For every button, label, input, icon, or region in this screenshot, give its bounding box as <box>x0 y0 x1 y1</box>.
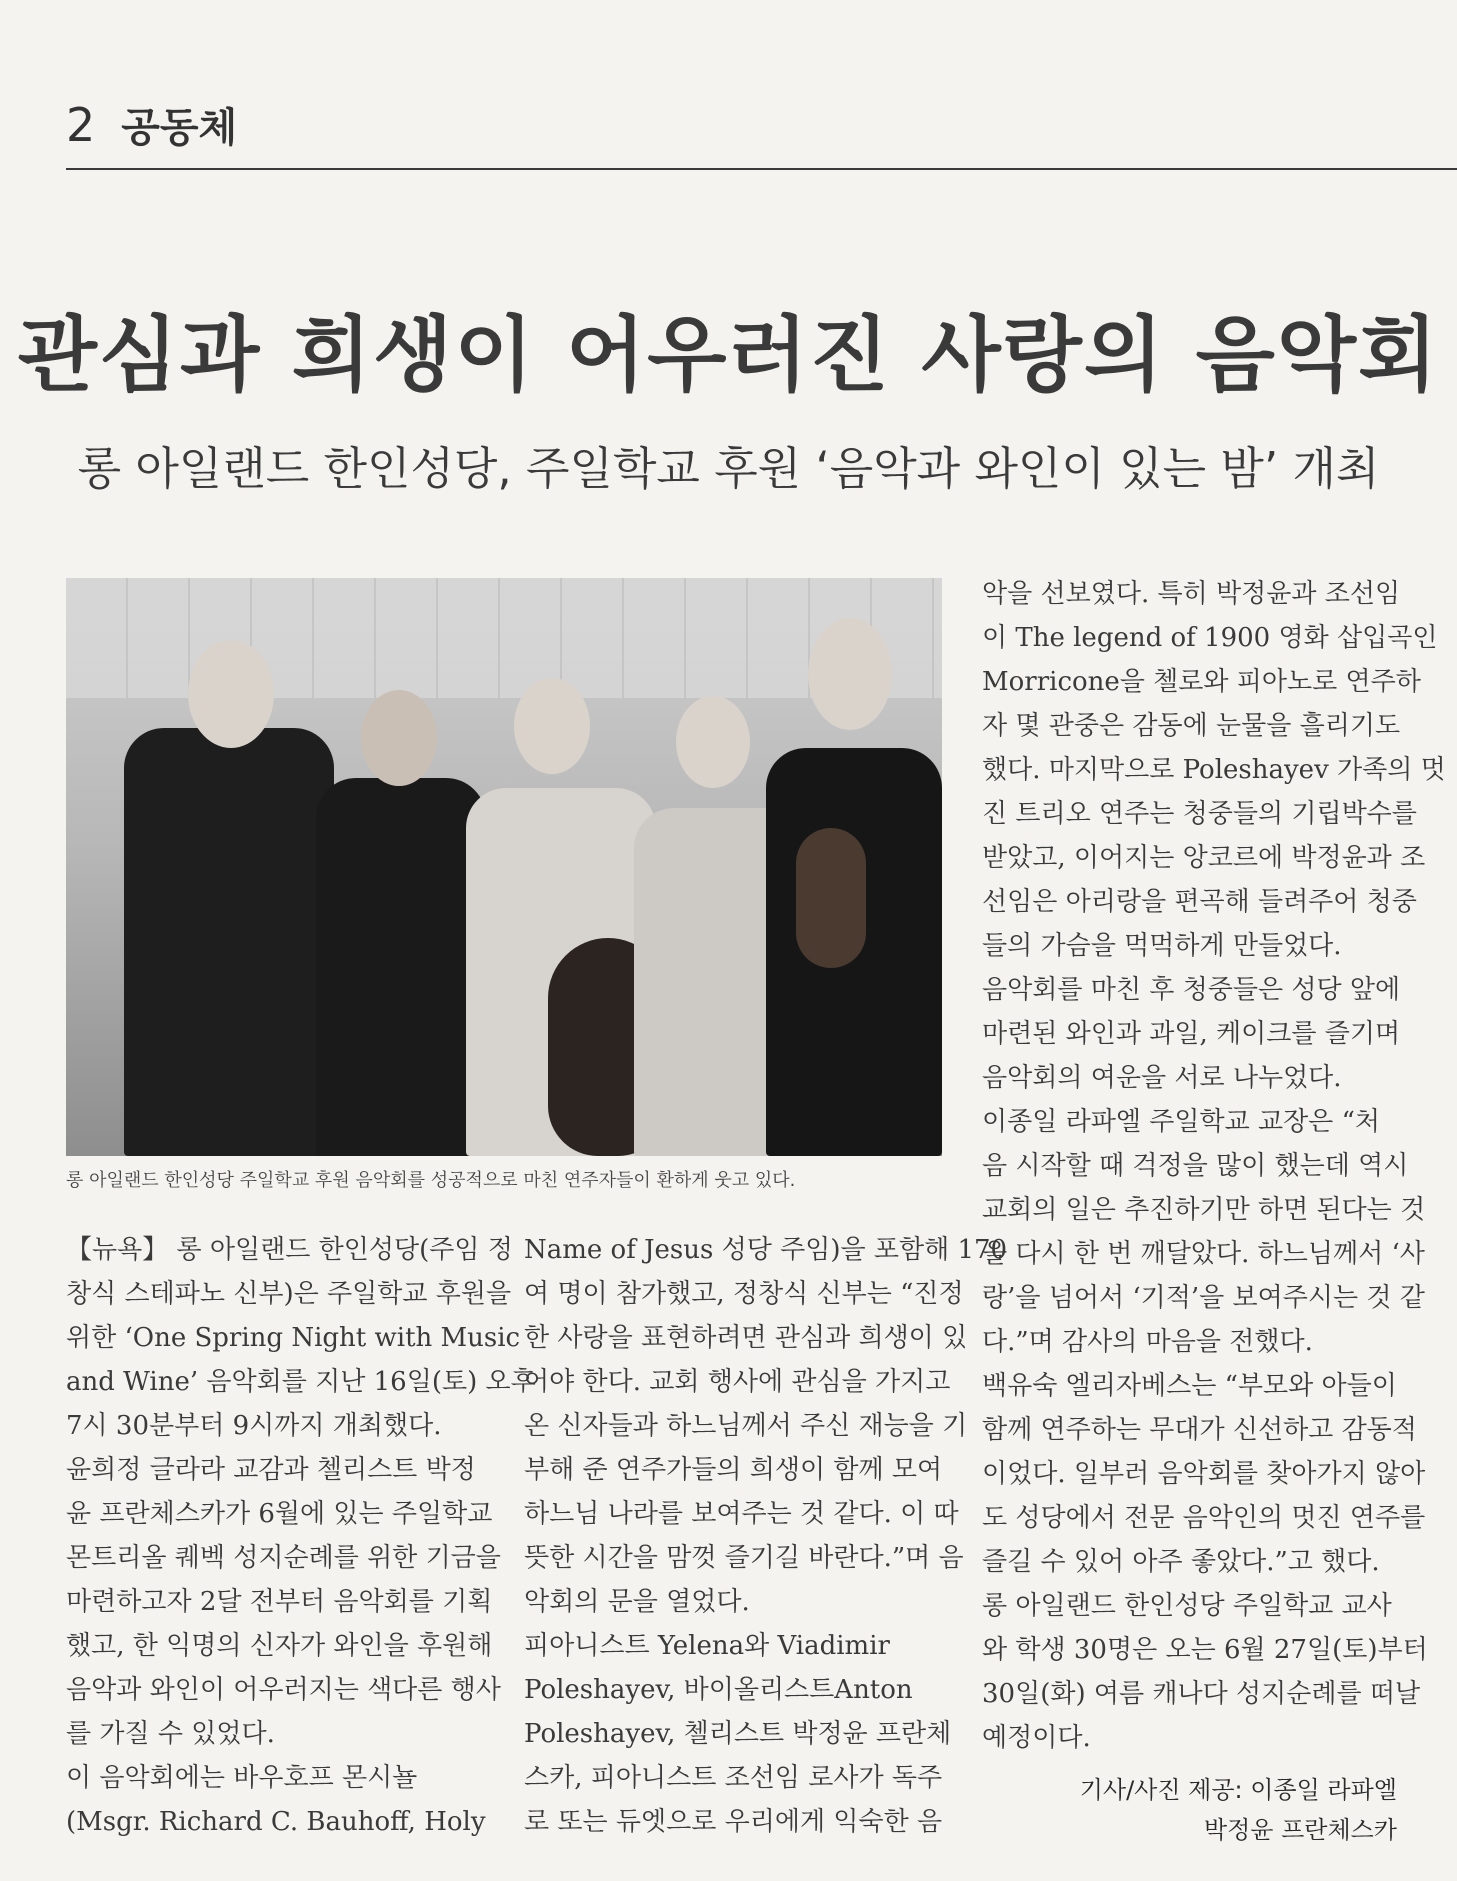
body-line: 자 몇 관중은 감동에 눈물을 흘리기도 <box>982 711 1401 741</box>
body-line: 다.”며 감사의 마음을 전했다. <box>982 1327 1313 1357</box>
section-name: 공동체 <box>121 105 238 151</box>
body-line: 을 다시 한 번 깨달았다. 하느님께서 ‘사 <box>982 1239 1425 1269</box>
body-line: Name of Jesus 성당 주임)을 포함해 170 <box>524 1235 1008 1265</box>
body-line: 악회의 문을 열었다. <box>524 1587 750 1617</box>
body-line: 선임은 아리랑을 편곡해 들려주어 청중 <box>982 887 1417 917</box>
body-line: 함께 연주하는 무대가 신선하고 감동적 <box>982 1415 1417 1445</box>
body-line: 음악회의 여운을 서로 나누었다. <box>982 1063 1342 1093</box>
body-line: (Msgr. Richard C. Bauhoff, Holy <box>66 1807 486 1837</box>
body-line: 도 성당에서 전문 음악인의 멋진 연주를 <box>982 1503 1426 1533</box>
body-line: 예정이다. <box>982 1723 1091 1753</box>
body-line: 로 또는 듀엣으로 우리에게 익숙한 음 <box>524 1807 943 1837</box>
body-line: 이 음악회에는 바우호프 몬시뇰 <box>66 1763 418 1793</box>
photo-head-1 <box>188 640 274 748</box>
body-line: 하느님 나라를 보여주는 것 같다. 이 따 <box>524 1499 959 1529</box>
body-line: 롱 아일랜드 한인성당 주일학교 교사 <box>982 1591 1392 1621</box>
photo-person-2 <box>316 778 486 1156</box>
body-line: 피아니스트 Yelena와 Viadimir <box>524 1631 890 1661</box>
body-line: 진 트리오 연주는 청중들의 기립박수를 <box>982 799 1417 829</box>
body-line: 와 학생 30명은 오는 6월 27일(토)부터 <box>982 1635 1428 1665</box>
body-line: 30일(화) 여름 캐나다 성지순례를 떠날 <box>982 1679 1421 1709</box>
body-line: 윤희정 글라라 교감과 첼리스트 박정 <box>66 1455 476 1485</box>
article-credit-line-1: 기사/사진 제공: 이종일 라파엘 <box>1079 1776 1397 1804</box>
body-line: 마련된 와인과 과일, 케이크를 즐기며 <box>982 1019 1401 1049</box>
body-line: 들의 가슴을 먹먹하게 만들었다. <box>982 931 1342 961</box>
article-column-1 <box>66 1228 536 1844</box>
article-column-3 <box>982 572 1446 1760</box>
body-line: Morricone을 첼로와 피아노로 연주하 <box>982 667 1421 697</box>
article-photo <box>66 578 942 1156</box>
article-column-2 <box>524 1228 1008 1844</box>
body-line: 했다. 마지막으로 Poleshayev 가족의 멋 <box>982 755 1446 785</box>
photo-head-2 <box>361 690 437 786</box>
body-line: 이 The legend of 1900 영화 삽입곡인 <box>982 623 1438 653</box>
body-line: 7시 30분부터 9시까지 개최했다. <box>66 1411 442 1441</box>
photo-caption: 롱 아일랜드 한인성당 주일학교 후원 음악회를 성공적으로 마친 연주자들이 환하게 웃고 있다. <box>66 1170 796 1191</box>
body-line: 백유숙 엘리자베스는 “부모와 아들이 <box>982 1371 1397 1401</box>
body-line: 를 가질 수 있었다. <box>66 1719 275 1749</box>
body-line: and Wine’ 음악회를 지난 16일(토) 오후 <box>66 1367 536 1397</box>
body-line: 창식 스테파노 신부)은 주일학교 후원을 <box>66 1279 512 1309</box>
header-rule <box>66 168 1457 170</box>
body-line: 즐길 수 있어 아주 좋았다.”고 했다. <box>982 1547 1380 1577</box>
body-line: 받았고, 이어지는 앙코르에 박정윤과 조 <box>982 843 1426 873</box>
body-line: 스카, 피아니스트 조선임 로사가 독주 <box>524 1763 943 1793</box>
body-line: 온 신자들과 하느님께서 주신 재능을 기 <box>524 1411 968 1441</box>
page-header <box>66 96 237 153</box>
body-line: Poleshayev, 첼리스트 박정윤 프란체 <box>524 1719 952 1749</box>
page-number: 2 <box>66 98 96 152</box>
article-headline: 관심과 희생이 어우러진 사랑의 음악회 <box>17 307 1440 403</box>
photo-head-5 <box>808 618 892 730</box>
article-subhead: 롱 아일랜드 한인성당, 주일학교 후원 ‘음악과 와인이 있는 밤’ 개최 <box>77 442 1380 495</box>
body-line: 음악과 와인이 어우러지는 색다른 행사 <box>66 1675 501 1705</box>
body-line: 여 명이 참가했고, 정창식 신부는 “진정 <box>524 1279 964 1309</box>
body-line: 부해 준 연주가들의 희생이 함께 모여 <box>524 1455 943 1485</box>
body-line: 음 시작할 때 걱정을 많이 했는데 역시 <box>982 1151 1409 1181</box>
body-line: 어야 한다. 교회 행사에 관심을 가지고 <box>524 1367 951 1397</box>
photo-person-1 <box>124 728 334 1156</box>
body-line: 랑’을 넘어서 ‘기적’을 보여주시는 것 같 <box>982 1283 1425 1313</box>
body-line: 위한 ‘One Spring Night with Music <box>66 1323 521 1353</box>
body-line: 악을 선보였다. 특히 박정윤과 조선임 <box>982 579 1401 609</box>
article-credit-line-2: 박정윤 프란체스카 <box>1203 1816 1397 1844</box>
body-line: 교회의 일은 추진하기만 하면 된다는 것 <box>982 1195 1426 1225</box>
photo-head-4 <box>676 696 750 788</box>
photo-violin <box>796 828 866 968</box>
body-line: 마련하고자 2달 전부터 음악회를 기획 <box>66 1587 493 1617</box>
body-line: Poleshayev, 바이올리스트Anton <box>524 1675 913 1705</box>
body-line: 뜻한 시간을 맘껏 즐기길 바란다.”며 음 <box>524 1543 964 1573</box>
body-line: 【뉴욕】 롱 아일랜드 한인성당(주임 정 <box>66 1235 513 1265</box>
body-line: 몬트리올 퀘벡 성지순례를 위한 기금을 <box>66 1543 501 1573</box>
body-line: 이종일 라파엘 주일학교 교장은 “처 <box>982 1107 1380 1137</box>
body-line: 음악회를 마친 후 청중들은 성당 앞에 <box>982 975 1401 1005</box>
body-line: 이었다. 일부러 음악회를 찾아가지 않아 <box>982 1459 1426 1489</box>
body-line: 윤 프란체스카가 6월에 있는 주일학교 <box>66 1499 493 1529</box>
body-line: 한 사랑을 표현하려면 관심과 희생이 있 <box>524 1323 968 1353</box>
body-line: 했고, 한 익명의 신자가 와인을 후원해 <box>66 1631 493 1661</box>
photo-head-3 <box>514 678 590 774</box>
